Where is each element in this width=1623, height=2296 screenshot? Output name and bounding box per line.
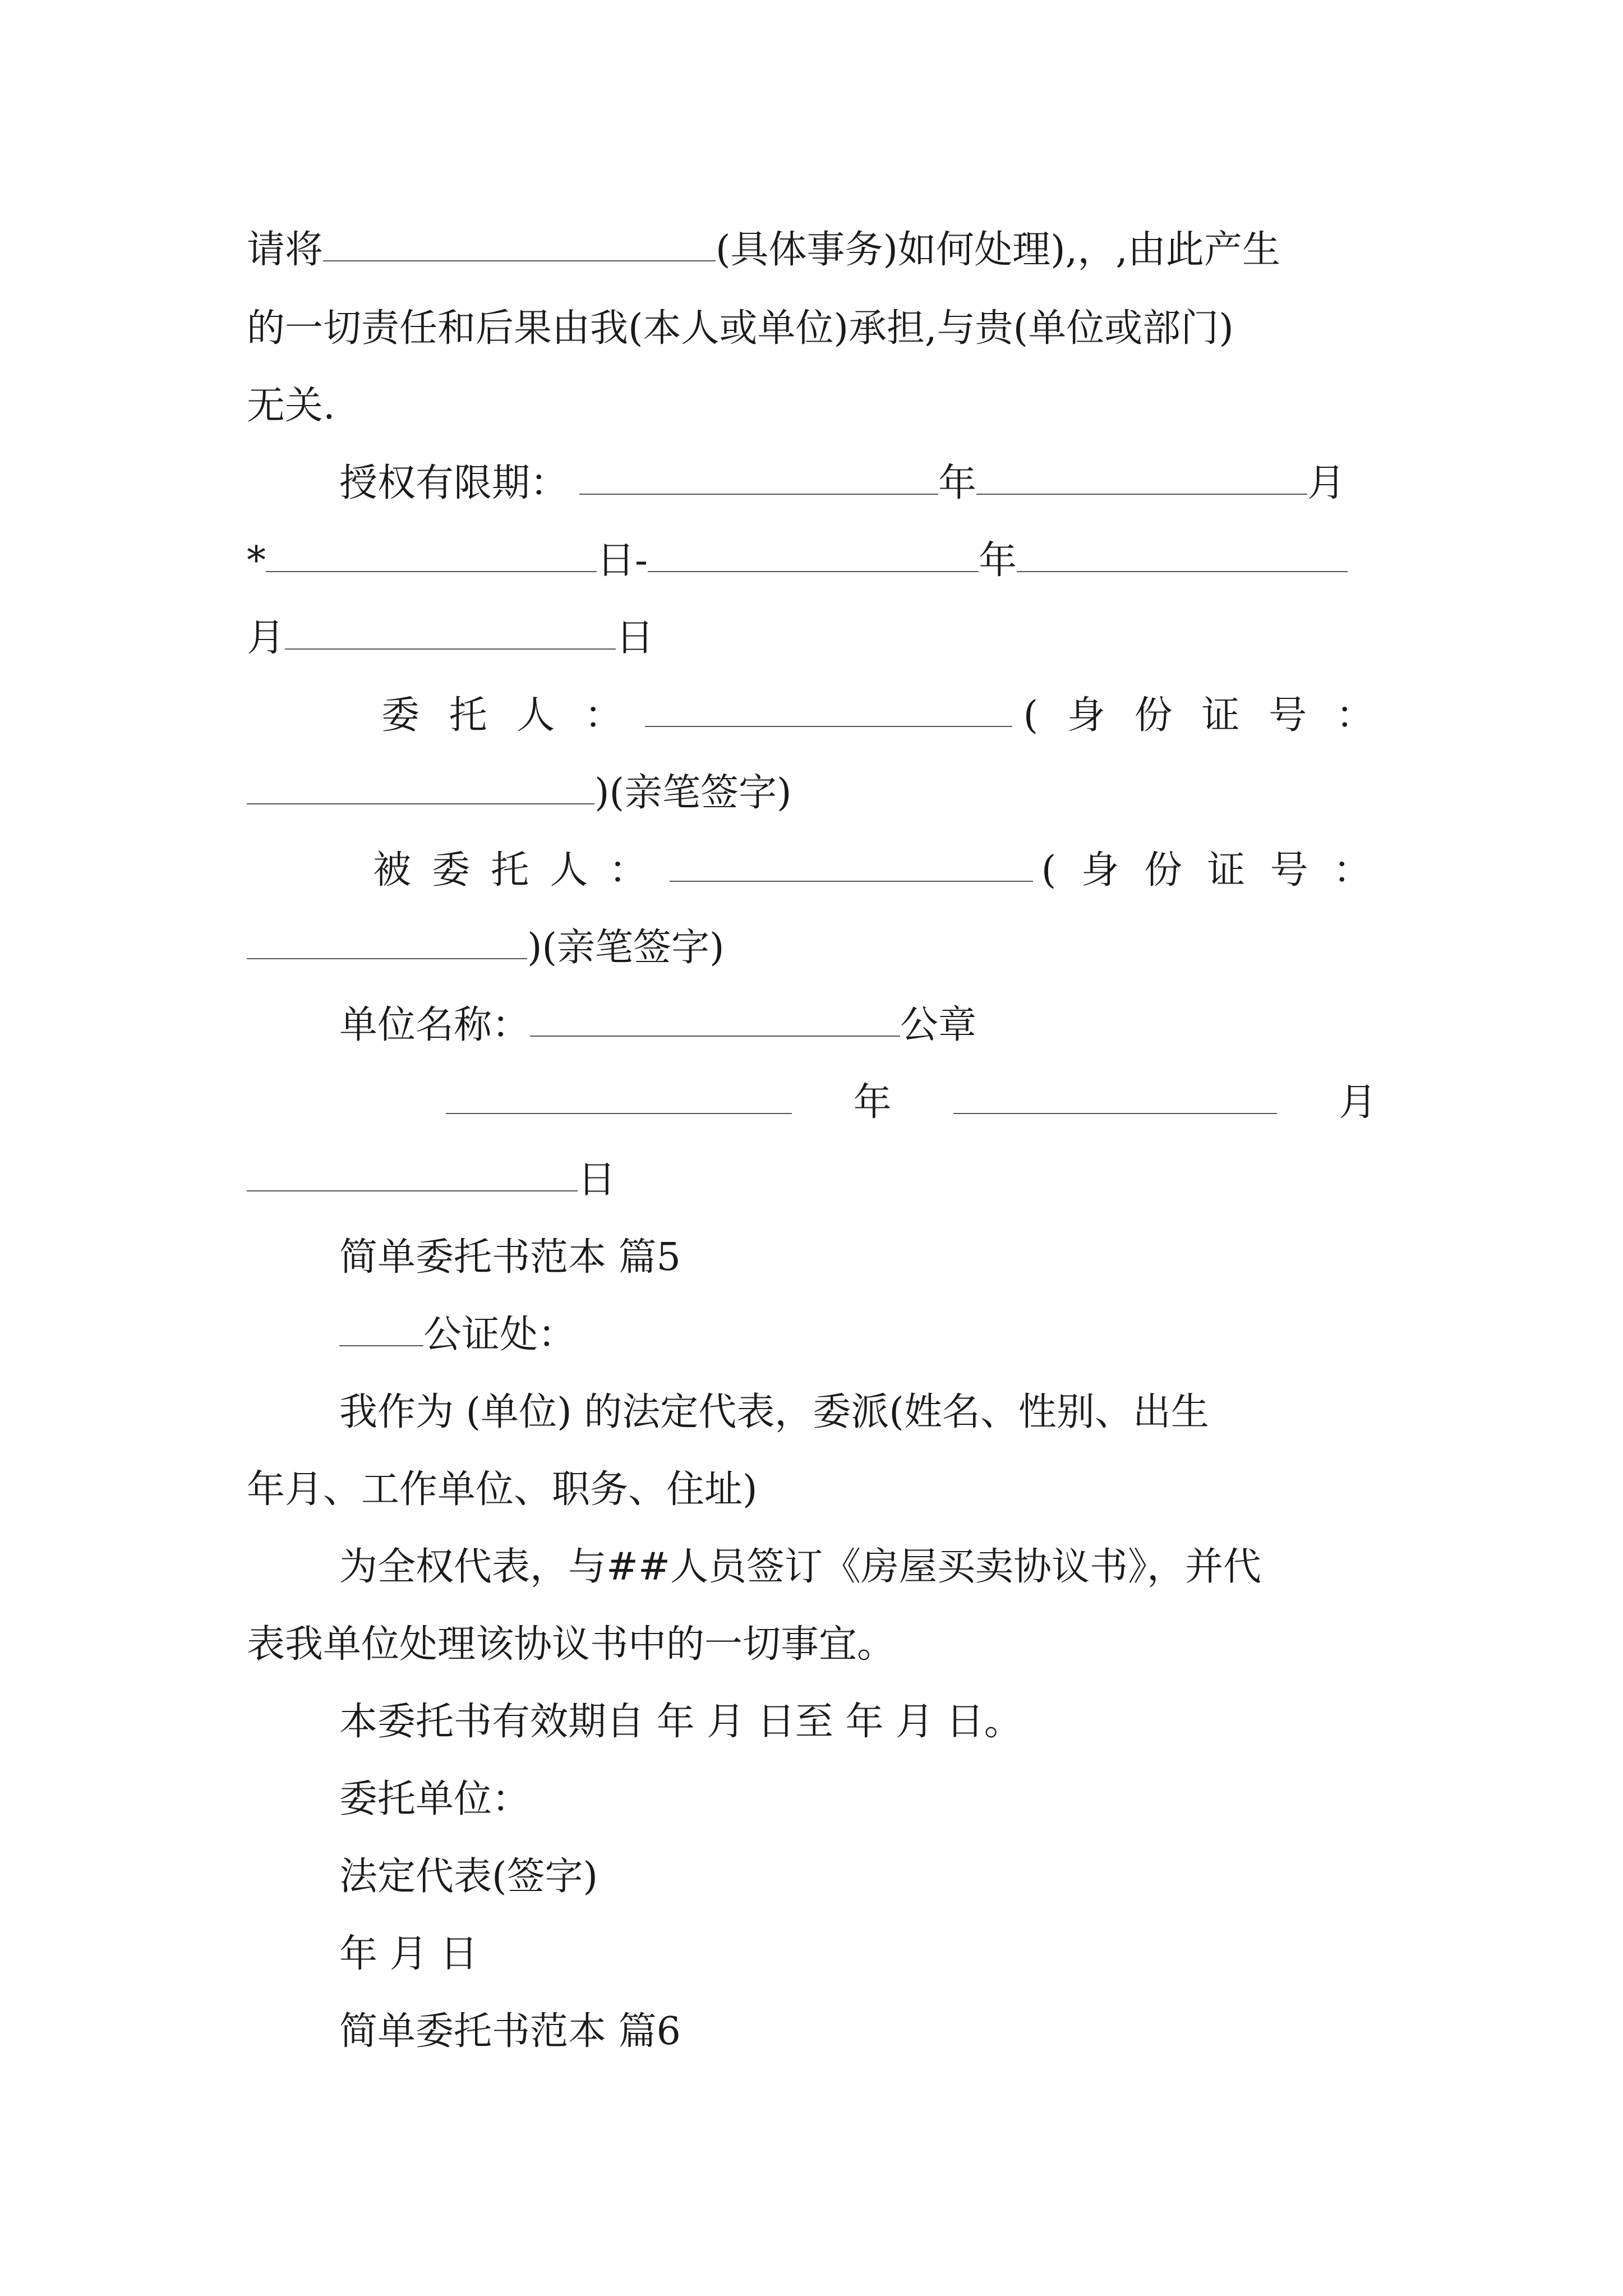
fill-blank (976, 494, 1307, 495)
text: 的一切责任和后果由我(本人或单位)承担,与贵(单位或部门) (247, 306, 1234, 351)
text: 本委托书有效期自 年 月 日至 年 月 日。 (339, 1700, 1022, 1744)
agent-id-label (1041, 848, 1371, 892)
section5-notary (339, 1298, 577, 1357)
fill-blank (648, 571, 979, 572)
para1-line2 (247, 292, 1396, 351)
fill-blank (579, 494, 938, 495)
auth-period-line2 (247, 524, 1391, 583)
text: 年 (853, 1080, 892, 1125)
text: 年 (978, 539, 1017, 583)
para1-line1 (247, 213, 1385, 272)
section5-title (339, 1221, 681, 1280)
auth-period-line1 (339, 447, 1388, 503)
fill-blank (247, 1190, 578, 1191)
text: 委托单位： (339, 1777, 531, 1821)
text: 托 (449, 693, 487, 738)
text: ( (1023, 693, 1039, 738)
auth-period-line3 (247, 601, 654, 660)
fill-blank (645, 726, 1012, 727)
text: (具体事务)如何处理),，,由此产生 (716, 228, 1280, 272)
section6-title (339, 1995, 681, 2054)
section5-validity (339, 1685, 1022, 1744)
text: 证 (1207, 848, 1246, 892)
text: 为全权代表，与##人员签订《房屋买卖协议书》，并代 (339, 1545, 1261, 1589)
text: * (247, 539, 266, 583)
fill-blank (670, 881, 1033, 882)
fill-blank (247, 803, 594, 804)
text: 法定代表(签字) (339, 1855, 598, 1899)
unit-line2 (446, 1066, 1377, 1125)
text: )(亲笔签字) (527, 926, 725, 970)
text: 我作为 (单位) 的法定代表，委派(姓名、性别、出生 (339, 1390, 1209, 1434)
text: 身 (1081, 848, 1119, 892)
principal-line1 (381, 679, 1374, 738)
principal-line2 (247, 756, 792, 815)
text: ： (1335, 693, 1374, 738)
text: 份 (1134, 693, 1173, 738)
fill-blank (446, 1113, 792, 1114)
text: 日- (597, 539, 648, 583)
text: 日 (616, 616, 654, 660)
agent-line1 (373, 834, 1371, 890)
text: 月 (1307, 461, 1346, 505)
text: ： (584, 693, 623, 738)
text: 公章 (900, 1003, 977, 1047)
text: 份 (1144, 848, 1182, 892)
text: ： (608, 848, 647, 892)
section5-p2-line1 (339, 1530, 1391, 1589)
text: 年 (938, 461, 977, 505)
text: 年月、工作单位、职务、住址) (247, 1467, 758, 1512)
text: 月 (247, 616, 285, 660)
fill-blank (266, 571, 597, 572)
text: ： (1332, 848, 1371, 892)
fill-blank (323, 260, 716, 261)
text: 公证处： (423, 1313, 577, 1357)
text: 日 (578, 1158, 616, 1202)
fill-blank (1017, 571, 1348, 572)
text: 年 月 日 (339, 1932, 478, 1976)
section5-p2-line2 (247, 1608, 896, 1667)
heading: 简单委托书范本 篇5 (339, 1235, 681, 1280)
fill-blank (530, 1036, 900, 1037)
text: 表我单位处理该协议书中的一切事宜。 (247, 1622, 896, 1667)
fill-blank (285, 648, 616, 650)
section5-p1-line2 (247, 1453, 758, 1512)
text: 人 (517, 693, 555, 738)
text: 委 (432, 848, 471, 892)
principal-label (381, 693, 623, 738)
section5-date (339, 1917, 478, 1976)
heading: 简单委托书范本 篇6 (339, 2009, 681, 2054)
principal-id-label (1023, 693, 1374, 738)
text: )(亲笔签字) (594, 771, 792, 815)
text: 请将 (247, 228, 324, 272)
unit-line1 (339, 988, 976, 1045)
section5-entrust-unit (339, 1763, 530, 1819)
text: 人 (550, 848, 588, 892)
unit-line3 (247, 1143, 616, 1202)
text: 月 (1338, 1080, 1377, 1125)
para1-line3 (247, 369, 335, 428)
fill-blank (339, 1345, 423, 1346)
text: 无关. (247, 384, 335, 428)
text: ( (1041, 848, 1057, 892)
auth-label: 授权有限期： (339, 461, 569, 505)
text: 身 (1067, 693, 1105, 738)
section5-p1-line1 (339, 1375, 1391, 1432)
text: 被 (373, 848, 412, 892)
text: 托 (491, 848, 529, 892)
text: 号 (1270, 848, 1308, 892)
fill-blank (953, 1113, 1277, 1114)
section5-legal-rep (339, 1840, 598, 1899)
text: 号 (1269, 693, 1307, 738)
text: 证 (1201, 693, 1240, 738)
agent-line2 (247, 911, 725, 970)
text: 委 (381, 693, 420, 738)
fill-blank (247, 958, 527, 959)
agent-label (373, 848, 647, 892)
unit-label: 单位名称： (339, 1003, 531, 1047)
